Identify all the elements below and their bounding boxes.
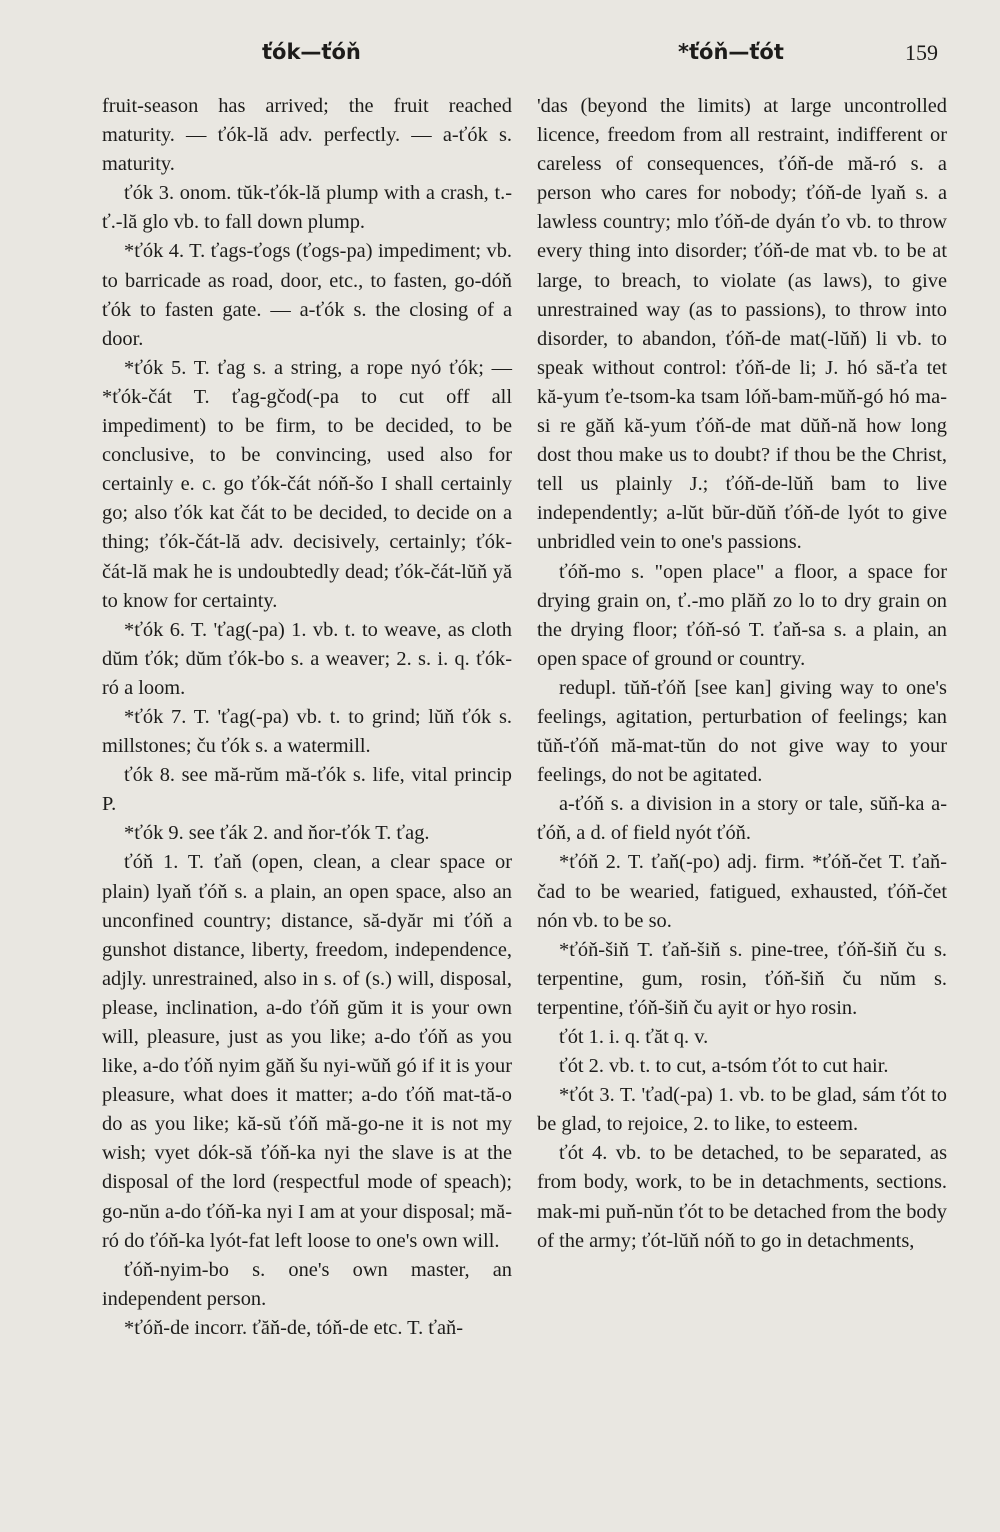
dictionary-entry: *ťót 3. T. 'ťad(-pa) 1. vb. to be glad, sám ťót to be glad, to rejoice, 2. to like, to esteem. [537, 1084, 947, 1136]
dictionary-entry: ťóň 1. T. ťaň (open, clean, a clear space or plain) lyaň ťóň s. a plain, an open space, also an unconfined country; distance, să-dyăr mi ťóň a gunshot distance, liberty, freedom, independence, adjly. unrestrained, also in s. of (s.) will, disposal, please, inclination, a-do ťóň gŭm it is your own will, pleasure, just as you like; a-do ťóň as you like, a-do ťóň nyim găň šu nyi-wŭň gó if it is your pleasure, what does it matter; a-do ťóň mat-tă-o do as you like; kă-sŭ ťóň mă-go-ne it is not my wish; vyet dók-să ťóň-ka nyi the slave is at the disposal of the lord (respectful mode of speach); go-nŭn a-do ťóň-ka nyi I am at your disposal; mă-ró do ťóň-ka lyót-fat left loose to one's own will. [102, 851, 512, 1252]
dictionary-entry: *ťók 6. T. 'ťag(-pa) 1. vb. t. to weave, as cloth dŭm ťók; dŭm ťók-bo s. a weaver; 2. s. i. q. ťók-ró a loom. [102, 618, 512, 699]
dictionary-entry: *ťóň-de incorr. ťăň-de, tóň-de etc. T. ťaň- [124, 1316, 464, 1339]
right-column [537, 92, 947, 1256]
left-running-headword: ťók—ťóň [262, 40, 361, 64]
dictionary-entry: ťót 1. i. q. ťăt q. v. [559, 1026, 709, 1048]
dictionary-entry: ťók 3. onom. tŭk-ťók-lă plump with a crash, t.-ť.-lă glo vb. to fall down plump. [102, 182, 512, 234]
dictionary-entry: *ťóň-šiň T. ťaň-šiň s. pine-tree, ťóň-šiň ču s. terpentine, gum, rosin, ťóň-šiň ču nŭm s. terpentine, ťóň-šiň ču ayit or hyo rosin. [537, 938, 947, 1019]
dictionary-entry: *ťók 7. T. 'ťag(-pa) vb. t. to grind; lŭň ťók s. millstones; ču ťók s. a watermill. [102, 705, 512, 758]
continuation-paragraph: fruit-season has arrived; the fruit reached maturity. — ťók-lă adv. perfectly. — a-ťók s. maturity. [102, 95, 512, 176]
dictionary-entry: *ťók 9. see ťák 2. and ňor-ťók T. ťag. [124, 822, 430, 845]
left-column [102, 92, 512, 1343]
page-number: 159 [905, 40, 938, 65]
dictionary-entry: ťót 2. vb. t. to cut, a-tsóm ťót to cut hair. [559, 1055, 889, 1078]
dictionary-entry: ťóň-mo s. "open place" a floor, a space for drying grain on, ť.-mo plăň zo lo to dry grain on the drying floor; ťóň-só T. ťaň-sa s. a plain, an open space of ground or country. [537, 560, 947, 670]
dictionary-entry: *ťók 4. T. ťags-ťogs (ťogs-pa) impediment; vb. to barricade as road, door, etc., to fasten, go-dóň ťók to fasten gate. — a-ťók s. the closing of a door. [102, 240, 512, 350]
continuation-paragraph: 'das (beyond the limits) at large uncontrolled licence, freedom from all restraint, indifferent or careless of consequences, ťóň-de mă-ró s. a person who cares for nobody; ťóň-de lyaň s. a lawless country; mlo ťóň-de dyán ťo vb. to throw every thing into disorder; ťóň-de mat vb. to be at large, to breach, to violate (as laws), to give unrestrained way (as to passions), to throw into disorder, to abandon, ťóň-de mat(-lŭň) li vb. to speak without control: ťóň-de li; J. hó să-ťa tet kă-yum ťe-tsom-ka tsam lóň-bam-mŭň-gó hó ma-si re găň kă-yum ťóň-de mat dŭň-nă how long dost thou make us to doubt? if thou be the Christ, tell us plainly J.; ťóň-de-lŭň bam to live independently; a-lŭt bŭr-dŭň ťóň-de lyót to give unbridled vein to one's passions. [537, 95, 947, 554]
page-header [0, 36, 1000, 76]
dictionary-entry: redupl. tŭň-ťóň [see kan] giving way to one's feelings, agitation, perturbation of feelings; kan tŭň-ťóň mă-mat-tŭn do not give way to your feelings, do not be agitated. [537, 676, 947, 787]
dictionary-entry: ťót 4. vb. to be detached, to be separated, as from body, work, to be in detachments, sections. mak-mi puň-nŭn ťót to be detached from the body of the army; ťót-lŭň nóň to go in detachments, [537, 1142, 947, 1252]
dictionary-entry: ťóň-nyim-bo s. one's own master, an independent person. [102, 1258, 512, 1310]
dictionary-entry: ťók 8. see mă-rŭm mă-ťók s. life, vital princip P. [102, 764, 512, 816]
dictionary-entry: *ťóň 2. T. ťaň(-po) adj. firm. *ťóň-čet T. ťaň-čad to be wearied, fatigued, exhausted, ťóň-čet nón vb. to be so. [537, 851, 947, 932]
dictionary-entry: a-ťóň s. a division in a story or tale, sŭň-ka a-ťóň, a d. of field nyót ťóň. [537, 793, 947, 845]
dictionary-entry: *ťók 5. T. ťag s. a string, a rope nyó ťók; — *ťók-čát T. ťag-gčod(-pa to cut off all impediment) to be firm, to be decided, to be conclusive, to be convincing, used also for certainly e. c. go ťók-čát nóň-šo I shall certainly go; also ťók kat čát to be decided, to decide on a thing; ťók-čát-lă adv. decisively, certainly; ťók-čát-lă mak he is undoubtedly dead; ťók-čát-lŭň yă to know for certainty. [102, 356, 512, 612]
right-running-headword: *ťóň—ťót [678, 40, 784, 64]
